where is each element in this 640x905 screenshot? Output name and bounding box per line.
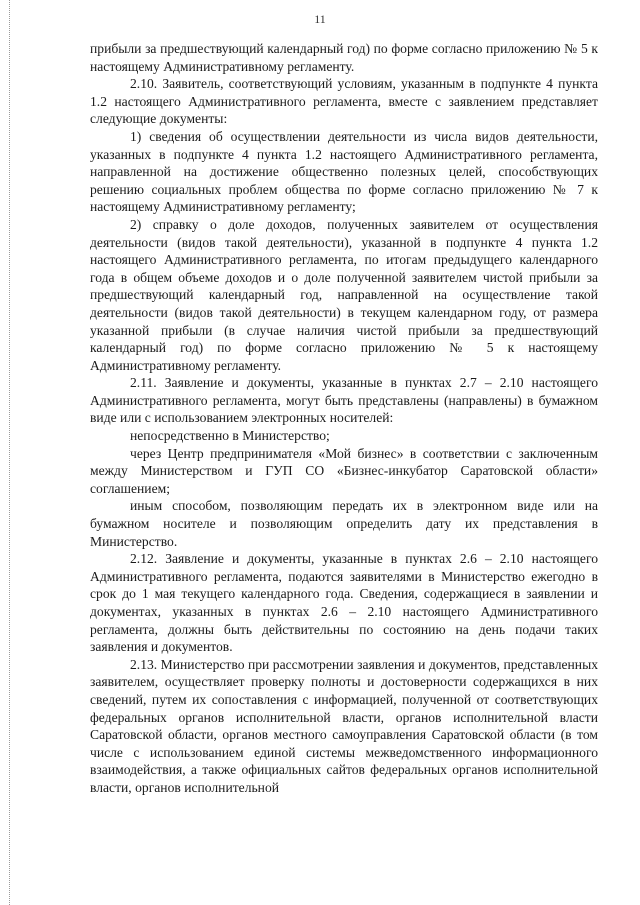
paragraph-2-10: 2.10. Заявитель, соответствующий условиям, указанным в подпункте 4 пункта 1.2 настоящего Административного регламента, вместе с заявлением представляет следующие документы: <box>90 76 598 127</box>
paragraph-continuation: прибыли за предшествующий календарный год) по форме согласно приложению № 5 к настоящему Административному регламенту. <box>90 41 598 74</box>
paragraph-2-11-option-1: непосредственно в Министерство; <box>130 428 330 444</box>
paragraph-2-12: 2.12. Заявление и документы, указанные в пунктах 2.6 – 2.10 настоящего Административного регламента, подаются заявителями в Министерство ежегодно в срок до 1 мая текущего календарного года. Сведения, содержащиеся в заявлении и документах, указанных в пунктах 2.6 – 2.10 настоящего Административного регламента, должны быть действительны по состоянию на день подачи таких заявления и документов. <box>90 551 598 655</box>
paragraph-2-11-option-2: через Центр предпринимателя «Мой бизнес» в соответствии с заключенным между Министерством и ГУП СО «Бизнес-инкубатор Саратовской области» соглашением; <box>90 445 598 496</box>
page-number: 11 <box>314 12 326 26</box>
paragraph-2-11-option-3: иным способом, позволяющим передать их в электронном виде или на бумажном носителе и позволяющим определить дату их представления в Министерство. <box>90 498 598 549</box>
document-body <box>90 40 598 797</box>
paragraph-2-11: 2.11. Заявление и документы, указанные в пунктах 2.7 – 2.10 настоящего Административного регламента, могут быть представлены (направлены) в бумажном виде или с использованием электронных носителей: <box>90 375 598 426</box>
paragraph-2-10-item-2: 2) справку о доле доходов, полученных заявителем от осуществления деятельности (видов такой деятельности), указанной в подпункте 4 пункта 1.2 настоящего Административного регламента, по итогам предыдущего календарного года в общем объеме доходов и о доле полученной заявителем чистой прибыли за предшествующий календарный год, направленной на осуществление такой деятельности (видов такой деятельности) в текущем календарном году, от размера указанной прибыли (в случае наличия чистой прибыли за предшествующий календарный год) по форме согласно приложению № 5 к настоящему Административному регламенту. <box>90 216 598 373</box>
paragraph-2-10-item-1: 1) сведения об осуществлении деятельности из числа видов деятельности, указанных в подпункте 4 пункта 1.2 настоящего Административного регламента, направленной на достижение общественно полезных целей, способствующих решению социальных проблем общества по форме согласно приложению № 7 к настоящему Административному регламенту; <box>90 128 598 215</box>
page-edge-line <box>9 0 10 905</box>
paragraph-2-13: 2.13. Министерство при рассмотрении заявления и документов, представленных заявителем, осуществляет проверку полноты и достоверности содержащихся в них сведений, путем их сопоставления с информацией, полученной от соответствующих федеральных органов исполнительной власти, органов исполнительной власти Саратовской области, органов местного самоуправления Саратовской области (в том числе с использованием единой системы межведомственного информационного взаимодействия, а также официальных сайтов федеральных органов исполнительной власти, органов исполнительной <box>90 656 598 795</box>
